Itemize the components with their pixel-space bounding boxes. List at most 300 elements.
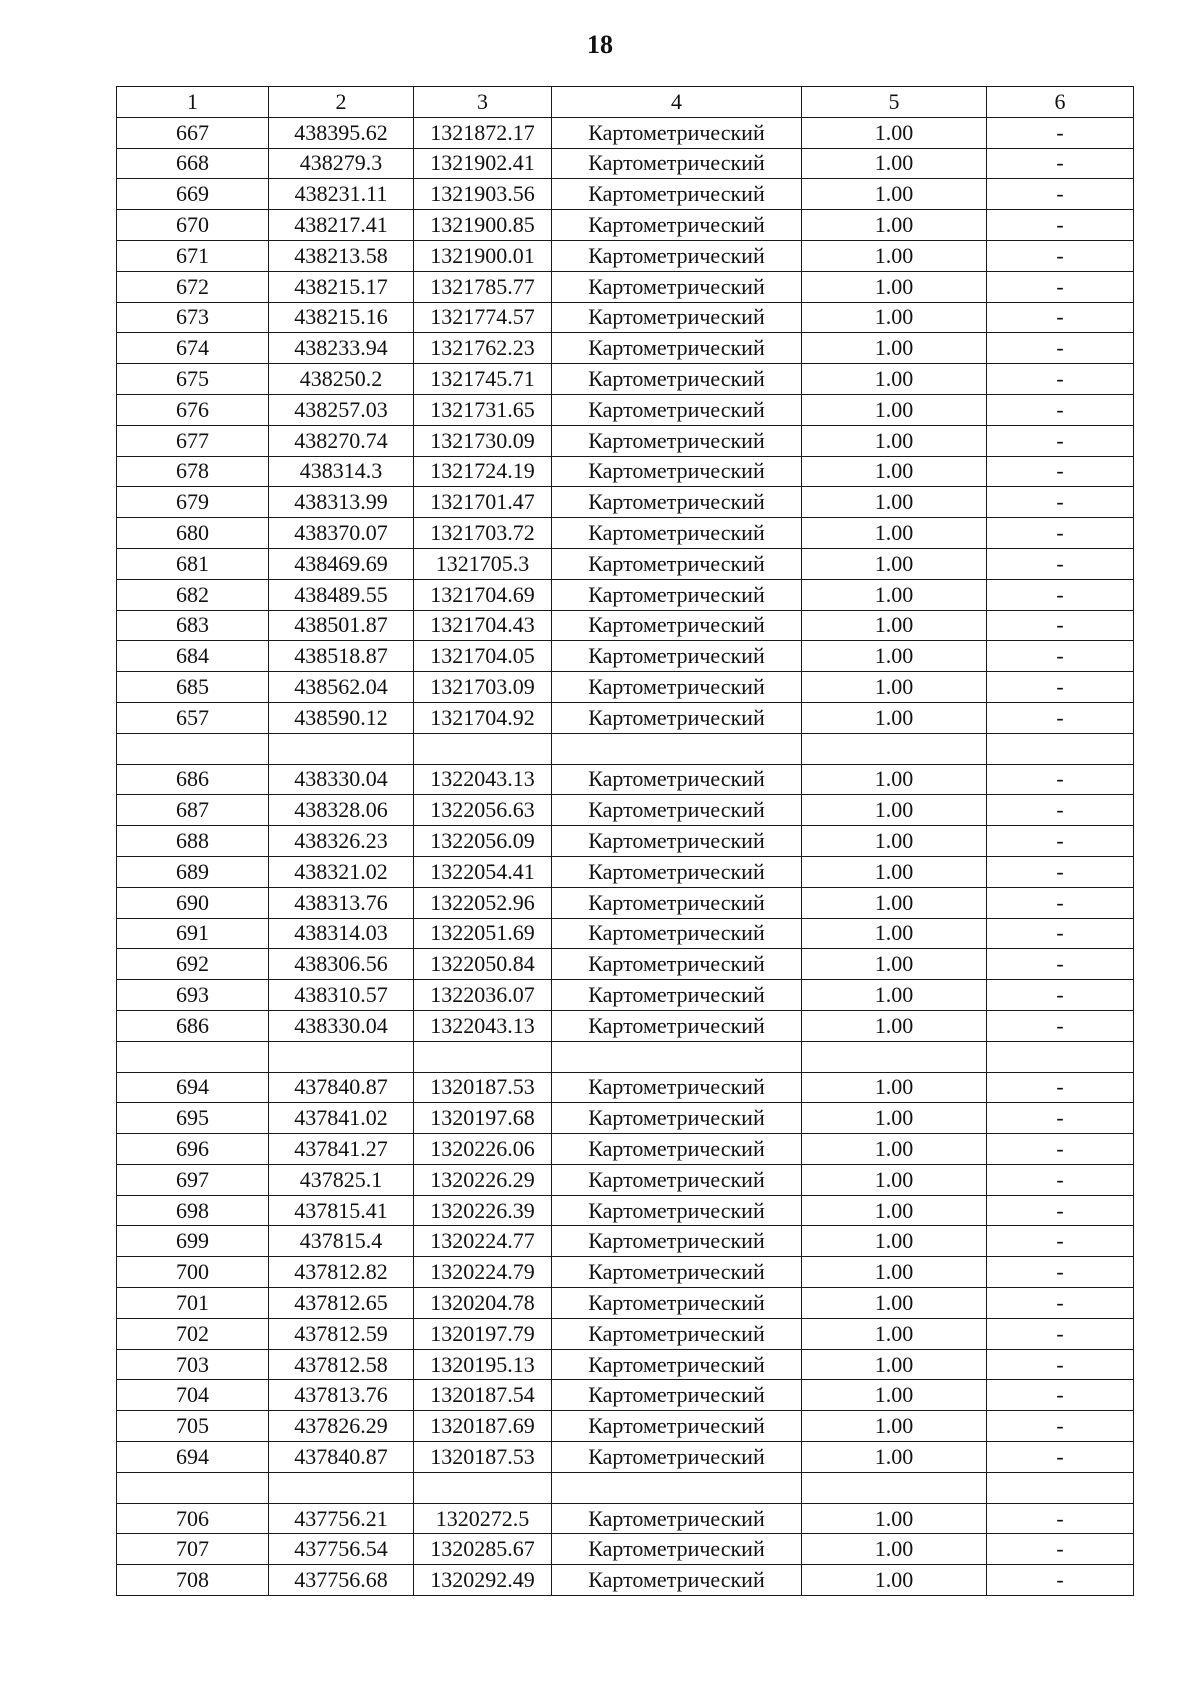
point-number-cell: 699 bbox=[117, 1226, 269, 1257]
x-coordinate-cell: 438314.3 bbox=[269, 456, 414, 487]
method-cell: Картометрический bbox=[552, 1164, 802, 1195]
table-row bbox=[117, 1534, 1134, 1565]
table-row bbox=[117, 210, 1134, 241]
accuracy-cell: 1.00 bbox=[802, 425, 987, 456]
method-cell: Картометрический bbox=[552, 1134, 802, 1165]
point-number-cell: 670 bbox=[117, 210, 269, 241]
description-cell: - bbox=[987, 487, 1134, 518]
y-coordinate-cell: 1321731.65 bbox=[414, 394, 552, 425]
point-number-cell: 687 bbox=[117, 795, 269, 826]
table-row bbox=[117, 826, 1134, 857]
x-coordinate-cell: 437756.54 bbox=[269, 1534, 414, 1565]
method-cell: Картометрический bbox=[552, 980, 802, 1011]
method-cell: Картометрический bbox=[552, 579, 802, 610]
x-coordinate-cell: 438395.62 bbox=[269, 117, 414, 148]
point-number-cell: 667 bbox=[117, 117, 269, 148]
description-cell: - bbox=[987, 456, 1134, 487]
description-cell: - bbox=[987, 764, 1134, 795]
description-cell: - bbox=[987, 333, 1134, 364]
x-coordinate-cell: 438330.04 bbox=[269, 1010, 414, 1041]
description-cell: - bbox=[987, 271, 1134, 302]
table-row bbox=[117, 980, 1134, 1011]
point-number-cell: 678 bbox=[117, 456, 269, 487]
point-number-cell: 682 bbox=[117, 579, 269, 610]
x-coordinate-cell: 438306.56 bbox=[269, 949, 414, 980]
accuracy-cell bbox=[802, 1041, 987, 1072]
description-cell: - bbox=[987, 918, 1134, 949]
point-number-cell bbox=[117, 1472, 269, 1503]
description-cell bbox=[987, 1472, 1134, 1503]
table-row bbox=[117, 1103, 1134, 1134]
method-cell: Картометрический bbox=[552, 887, 802, 918]
method-cell: Картометрический bbox=[552, 702, 802, 733]
point-number-cell: 707 bbox=[117, 1534, 269, 1565]
x-coordinate-cell: 437815.4 bbox=[269, 1226, 414, 1257]
accuracy-cell: 1.00 bbox=[802, 1442, 987, 1473]
x-coordinate-cell: 438328.06 bbox=[269, 795, 414, 826]
accuracy-cell: 1.00 bbox=[802, 148, 987, 179]
method-cell: Картометрический bbox=[552, 1103, 802, 1134]
table-row bbox=[117, 1164, 1134, 1195]
y-coordinate-cell bbox=[414, 1041, 552, 1072]
x-coordinate-cell: 437841.27 bbox=[269, 1134, 414, 1165]
point-number-cell: 694 bbox=[117, 1442, 269, 1473]
accuracy-cell: 1.00 bbox=[802, 1010, 987, 1041]
point-number-cell: 701 bbox=[117, 1288, 269, 1319]
table-separator-row bbox=[117, 1041, 1134, 1072]
description-cell: - bbox=[987, 364, 1134, 395]
x-coordinate-cell: 438213.58 bbox=[269, 240, 414, 271]
point-number-cell bbox=[117, 733, 269, 764]
point-number-cell: 671 bbox=[117, 240, 269, 271]
y-coordinate-cell: 1321762.23 bbox=[414, 333, 552, 364]
x-coordinate-cell: 437840.87 bbox=[269, 1442, 414, 1473]
method-cell: Картометрический bbox=[552, 1072, 802, 1103]
description-cell: - bbox=[987, 1380, 1134, 1411]
point-number-cell: 691 bbox=[117, 918, 269, 949]
accuracy-cell: 1.00 bbox=[802, 1195, 987, 1226]
point-number-cell: 679 bbox=[117, 487, 269, 518]
description-cell bbox=[987, 733, 1134, 764]
accuracy-cell: 1.00 bbox=[802, 1288, 987, 1319]
column-header-3: 3 bbox=[414, 87, 552, 118]
accuracy-cell: 1.00 bbox=[802, 702, 987, 733]
method-cell: Картометрический bbox=[552, 1380, 802, 1411]
accuracy-cell: 1.00 bbox=[802, 795, 987, 826]
description-cell: - bbox=[987, 1442, 1134, 1473]
method-cell: Картометрический bbox=[552, 795, 802, 826]
description-cell: - bbox=[987, 548, 1134, 579]
description-cell: - bbox=[987, 887, 1134, 918]
x-coordinate-cell bbox=[269, 1041, 414, 1072]
description-cell: - bbox=[987, 1534, 1134, 1565]
point-number-cell: 686 bbox=[117, 764, 269, 795]
x-coordinate-cell bbox=[269, 733, 414, 764]
description-cell: - bbox=[987, 1072, 1134, 1103]
point-number-cell: 700 bbox=[117, 1257, 269, 1288]
column-header-2: 2 bbox=[269, 87, 414, 118]
point-number-cell: 698 bbox=[117, 1195, 269, 1226]
y-coordinate-cell: 1320187.54 bbox=[414, 1380, 552, 1411]
accuracy-cell: 1.00 bbox=[802, 271, 987, 302]
accuracy-cell: 1.00 bbox=[802, 1349, 987, 1380]
table-row bbox=[117, 1380, 1134, 1411]
point-number-cell: 696 bbox=[117, 1134, 269, 1165]
accuracy-cell: 1.00 bbox=[802, 1164, 987, 1195]
method-cell: Картометрический bbox=[552, 1442, 802, 1473]
point-number-cell: 708 bbox=[117, 1565, 269, 1596]
point-number-cell: 669 bbox=[117, 179, 269, 210]
description-cell: - bbox=[987, 1164, 1134, 1195]
point-number-cell: 702 bbox=[117, 1318, 269, 1349]
method-cell: Картометрический bbox=[552, 1195, 802, 1226]
x-coordinate-cell: 438370.07 bbox=[269, 518, 414, 549]
accuracy-cell: 1.00 bbox=[802, 333, 987, 364]
accuracy-cell: 1.00 bbox=[802, 518, 987, 549]
y-coordinate-cell: 1321703.09 bbox=[414, 672, 552, 703]
y-coordinate-cell: 1321902.41 bbox=[414, 148, 552, 179]
accuracy-cell: 1.00 bbox=[802, 1072, 987, 1103]
x-coordinate-cell: 438215.17 bbox=[269, 271, 414, 302]
method-cell: Картометрический bbox=[552, 333, 802, 364]
x-coordinate-cell: 438231.11 bbox=[269, 179, 414, 210]
description-cell: - bbox=[987, 210, 1134, 241]
table-row bbox=[117, 641, 1134, 672]
y-coordinate-cell: 1322043.13 bbox=[414, 1010, 552, 1041]
point-number-cell: 692 bbox=[117, 949, 269, 980]
y-coordinate-cell: 1321872.17 bbox=[414, 117, 552, 148]
method-cell: Картометрический bbox=[552, 518, 802, 549]
accuracy-cell: 1.00 bbox=[802, 1380, 987, 1411]
description-cell: - bbox=[987, 702, 1134, 733]
table-row bbox=[117, 795, 1134, 826]
method-cell: Картометрический bbox=[552, 918, 802, 949]
point-number-cell: 705 bbox=[117, 1411, 269, 1442]
accuracy-cell: 1.00 bbox=[802, 240, 987, 271]
accuracy-cell: 1.00 bbox=[802, 302, 987, 333]
method-cell: Картометрический bbox=[552, 764, 802, 795]
method-cell: Картометрический bbox=[552, 610, 802, 641]
column-header-4: 4 bbox=[552, 87, 802, 118]
y-coordinate-cell: 1321704.69 bbox=[414, 579, 552, 610]
y-coordinate-cell: 1320285.67 bbox=[414, 1534, 552, 1565]
method-cell: Картометрический bbox=[552, 1288, 802, 1319]
description-cell: - bbox=[987, 1010, 1134, 1041]
accuracy-cell: 1.00 bbox=[802, 364, 987, 395]
accuracy-cell: 1.00 bbox=[802, 1318, 987, 1349]
table-row bbox=[117, 117, 1134, 148]
table-row bbox=[117, 918, 1134, 949]
description-cell: - bbox=[987, 1349, 1134, 1380]
method-cell: Картометрический bbox=[552, 1226, 802, 1257]
x-coordinate-cell: 437841.02 bbox=[269, 1103, 414, 1134]
y-coordinate-cell: 1320197.79 bbox=[414, 1318, 552, 1349]
accuracy-cell: 1.00 bbox=[802, 918, 987, 949]
table-row bbox=[117, 764, 1134, 795]
point-number-cell: 704 bbox=[117, 1380, 269, 1411]
description-cell: - bbox=[987, 302, 1134, 333]
y-coordinate-cell: 1320292.49 bbox=[414, 1565, 552, 1596]
accuracy-cell: 1.00 bbox=[802, 117, 987, 148]
x-coordinate-cell: 437813.76 bbox=[269, 1380, 414, 1411]
description-cell: - bbox=[987, 826, 1134, 857]
description-cell: - bbox=[987, 148, 1134, 179]
accuracy-cell: 1.00 bbox=[802, 1503, 987, 1534]
x-coordinate-cell: 438215.16 bbox=[269, 302, 414, 333]
description-cell: - bbox=[987, 1257, 1134, 1288]
accuracy-cell bbox=[802, 733, 987, 764]
y-coordinate-cell: 1321704.92 bbox=[414, 702, 552, 733]
x-coordinate-cell: 438314.03 bbox=[269, 918, 414, 949]
description-cell: - bbox=[987, 1318, 1134, 1349]
point-number-cell: 672 bbox=[117, 271, 269, 302]
accuracy-cell: 1.00 bbox=[802, 456, 987, 487]
method-cell: Картометрический bbox=[552, 271, 802, 302]
point-number-cell bbox=[117, 1041, 269, 1072]
y-coordinate-cell: 1320226.29 bbox=[414, 1164, 552, 1195]
y-coordinate-cell: 1320224.79 bbox=[414, 1257, 552, 1288]
table-row bbox=[117, 487, 1134, 518]
accuracy-cell: 1.00 bbox=[802, 1534, 987, 1565]
y-coordinate-cell: 1322054.41 bbox=[414, 856, 552, 887]
accuracy-cell: 1.00 bbox=[802, 1411, 987, 1442]
point-number-cell: 689 bbox=[117, 856, 269, 887]
x-coordinate-cell: 438233.94 bbox=[269, 333, 414, 364]
y-coordinate-cell: 1321774.57 bbox=[414, 302, 552, 333]
description-cell: - bbox=[987, 579, 1134, 610]
table-row bbox=[117, 1565, 1134, 1596]
x-coordinate-cell: 437756.21 bbox=[269, 1503, 414, 1534]
point-number-cell: 681 bbox=[117, 548, 269, 579]
description-cell: - bbox=[987, 117, 1134, 148]
accuracy-cell: 1.00 bbox=[802, 764, 987, 795]
table-row bbox=[117, 702, 1134, 733]
table-row bbox=[117, 1411, 1134, 1442]
point-number-cell: 706 bbox=[117, 1503, 269, 1534]
accuracy-cell: 1.00 bbox=[802, 672, 987, 703]
x-coordinate-cell: 438489.55 bbox=[269, 579, 414, 610]
description-cell: - bbox=[987, 1411, 1134, 1442]
x-coordinate-cell: 438501.87 bbox=[269, 610, 414, 641]
point-number-cell: 703 bbox=[117, 1349, 269, 1380]
y-coordinate-cell: 1321900.01 bbox=[414, 240, 552, 271]
accuracy-cell: 1.00 bbox=[802, 1134, 987, 1165]
x-coordinate-cell: 437825.1 bbox=[269, 1164, 414, 1195]
table-row bbox=[117, 425, 1134, 456]
x-coordinate-cell: 438257.03 bbox=[269, 394, 414, 425]
description-cell: - bbox=[987, 1134, 1134, 1165]
table-row bbox=[117, 394, 1134, 425]
coordinates-table bbox=[116, 86, 1134, 1596]
point-number-cell: 693 bbox=[117, 980, 269, 1011]
method-cell: Картометрический bbox=[552, 456, 802, 487]
table-row bbox=[117, 1349, 1134, 1380]
method-cell: Картометрический bbox=[552, 1318, 802, 1349]
page-number: 18 bbox=[587, 30, 613, 59]
accuracy-cell: 1.00 bbox=[802, 610, 987, 641]
point-number-cell: 680 bbox=[117, 518, 269, 549]
description-cell: - bbox=[987, 980, 1134, 1011]
description-cell: - bbox=[987, 795, 1134, 826]
method-cell: Картометрический bbox=[552, 1503, 802, 1534]
point-number-cell: 683 bbox=[117, 610, 269, 641]
description-cell: - bbox=[987, 1565, 1134, 1596]
y-coordinate-cell: 1320187.69 bbox=[414, 1411, 552, 1442]
description-cell: - bbox=[987, 518, 1134, 549]
accuracy-cell: 1.00 bbox=[802, 980, 987, 1011]
method-cell: Картометрический bbox=[552, 856, 802, 887]
method-cell: Картометрический bbox=[552, 1010, 802, 1041]
table-row bbox=[117, 1134, 1134, 1165]
table-row bbox=[117, 179, 1134, 210]
table-separator-row bbox=[117, 733, 1134, 764]
table-row bbox=[117, 271, 1134, 302]
description-cell: - bbox=[987, 1503, 1134, 1534]
x-coordinate-cell: 437815.41 bbox=[269, 1195, 414, 1226]
point-number-cell: 695 bbox=[117, 1103, 269, 1134]
y-coordinate-cell: 1321703.72 bbox=[414, 518, 552, 549]
column-header-6: 6 bbox=[987, 87, 1134, 118]
x-coordinate-cell bbox=[269, 1472, 414, 1503]
method-cell: Картометрический bbox=[552, 641, 802, 672]
method-cell: Картометрический bbox=[552, 394, 802, 425]
table-row bbox=[117, 579, 1134, 610]
x-coordinate-cell: 438330.04 bbox=[269, 764, 414, 795]
table-row bbox=[117, 1442, 1134, 1473]
method-cell: Картометрический bbox=[552, 1349, 802, 1380]
table-row bbox=[117, 240, 1134, 271]
description-cell: - bbox=[987, 1195, 1134, 1226]
y-coordinate-cell: 1320197.68 bbox=[414, 1103, 552, 1134]
point-number-cell: 697 bbox=[117, 1164, 269, 1195]
table-row bbox=[117, 364, 1134, 395]
x-coordinate-cell: 438313.76 bbox=[269, 887, 414, 918]
table-row bbox=[117, 148, 1134, 179]
method-cell: Картометрический bbox=[552, 672, 802, 703]
x-coordinate-cell: 438321.02 bbox=[269, 856, 414, 887]
table-row bbox=[117, 518, 1134, 549]
x-coordinate-cell: 437812.65 bbox=[269, 1288, 414, 1319]
x-coordinate-cell: 438217.41 bbox=[269, 210, 414, 241]
x-coordinate-cell: 438310.57 bbox=[269, 980, 414, 1011]
x-coordinate-cell: 438590.12 bbox=[269, 702, 414, 733]
accuracy-cell: 1.00 bbox=[802, 487, 987, 518]
accuracy-cell: 1.00 bbox=[802, 1226, 987, 1257]
method-cell bbox=[552, 1041, 802, 1072]
accuracy-cell: 1.00 bbox=[802, 394, 987, 425]
accuracy-cell: 1.00 bbox=[802, 1103, 987, 1134]
y-coordinate-cell: 1320204.78 bbox=[414, 1288, 552, 1319]
y-coordinate-cell bbox=[414, 1472, 552, 1503]
y-coordinate-cell: 1320187.53 bbox=[414, 1442, 552, 1473]
x-coordinate-cell: 438562.04 bbox=[269, 672, 414, 703]
description-cell: - bbox=[987, 856, 1134, 887]
accuracy-cell: 1.00 bbox=[802, 856, 987, 887]
y-coordinate-cell: 1321724.19 bbox=[414, 456, 552, 487]
method-cell: Картометрический bbox=[552, 210, 802, 241]
y-coordinate-cell: 1321704.05 bbox=[414, 641, 552, 672]
point-number-cell: 694 bbox=[117, 1072, 269, 1103]
x-coordinate-cell: 437756.68 bbox=[269, 1565, 414, 1596]
table-row bbox=[117, 302, 1134, 333]
y-coordinate-cell: 1321704.43 bbox=[414, 610, 552, 641]
table-row bbox=[117, 333, 1134, 364]
point-number-cell: 684 bbox=[117, 641, 269, 672]
accuracy-cell bbox=[802, 1472, 987, 1503]
point-number-cell: 690 bbox=[117, 887, 269, 918]
method-cell: Картометрический bbox=[552, 148, 802, 179]
table-row bbox=[117, 887, 1134, 918]
accuracy-cell: 1.00 bbox=[802, 179, 987, 210]
table-row bbox=[117, 672, 1134, 703]
y-coordinate-cell: 1320226.39 bbox=[414, 1195, 552, 1226]
accuracy-cell: 1.00 bbox=[802, 887, 987, 918]
x-coordinate-cell: 438313.99 bbox=[269, 487, 414, 518]
table-row bbox=[117, 1010, 1134, 1041]
method-cell: Картометрический bbox=[552, 487, 802, 518]
table-row bbox=[117, 1503, 1134, 1534]
x-coordinate-cell: 437812.58 bbox=[269, 1349, 414, 1380]
method-cell: Картометрический bbox=[552, 179, 802, 210]
accuracy-cell: 1.00 bbox=[802, 210, 987, 241]
table-row bbox=[117, 548, 1134, 579]
point-number-cell: 688 bbox=[117, 826, 269, 857]
table-header-row bbox=[117, 87, 1134, 118]
description-cell: - bbox=[987, 641, 1134, 672]
method-cell: Картометрический bbox=[552, 826, 802, 857]
description-cell: - bbox=[987, 240, 1134, 271]
description-cell bbox=[987, 1041, 1134, 1072]
accuracy-cell: 1.00 bbox=[802, 548, 987, 579]
table-row bbox=[117, 1226, 1134, 1257]
accuracy-cell: 1.00 bbox=[802, 826, 987, 857]
description-cell: - bbox=[987, 394, 1134, 425]
point-number-cell: 685 bbox=[117, 672, 269, 703]
table-row bbox=[117, 456, 1134, 487]
method-cell: Картометрический bbox=[552, 364, 802, 395]
accuracy-cell: 1.00 bbox=[802, 1257, 987, 1288]
point-number-cell: 677 bbox=[117, 425, 269, 456]
table-row bbox=[117, 1195, 1134, 1226]
description-cell: - bbox=[987, 1288, 1134, 1319]
y-coordinate-cell: 1320224.77 bbox=[414, 1226, 552, 1257]
x-coordinate-cell: 438250.2 bbox=[269, 364, 414, 395]
description-cell: - bbox=[987, 672, 1134, 703]
x-coordinate-cell: 438326.23 bbox=[269, 826, 414, 857]
description-cell: - bbox=[987, 949, 1134, 980]
method-cell: Картометрический bbox=[552, 302, 802, 333]
y-coordinate-cell: 1321785.77 bbox=[414, 271, 552, 302]
method-cell: Картометрический bbox=[552, 117, 802, 148]
description-cell: - bbox=[987, 1103, 1134, 1134]
y-coordinate-cell: 1321705.3 bbox=[414, 548, 552, 579]
table-row bbox=[117, 610, 1134, 641]
point-number-cell: 676 bbox=[117, 394, 269, 425]
method-cell: Картометрический bbox=[552, 1565, 802, 1596]
method-cell: Картометрический bbox=[552, 1534, 802, 1565]
y-coordinate-cell: 1321745.71 bbox=[414, 364, 552, 395]
x-coordinate-cell: 438469.69 bbox=[269, 548, 414, 579]
accuracy-cell: 1.00 bbox=[802, 579, 987, 610]
accuracy-cell: 1.00 bbox=[802, 641, 987, 672]
method-cell bbox=[552, 1472, 802, 1503]
point-number-cell: 674 bbox=[117, 333, 269, 364]
x-coordinate-cell: 437812.82 bbox=[269, 1257, 414, 1288]
table-row bbox=[117, 1072, 1134, 1103]
method-cell: Картометрический bbox=[552, 548, 802, 579]
table-row bbox=[117, 1257, 1134, 1288]
table-row bbox=[117, 1318, 1134, 1349]
